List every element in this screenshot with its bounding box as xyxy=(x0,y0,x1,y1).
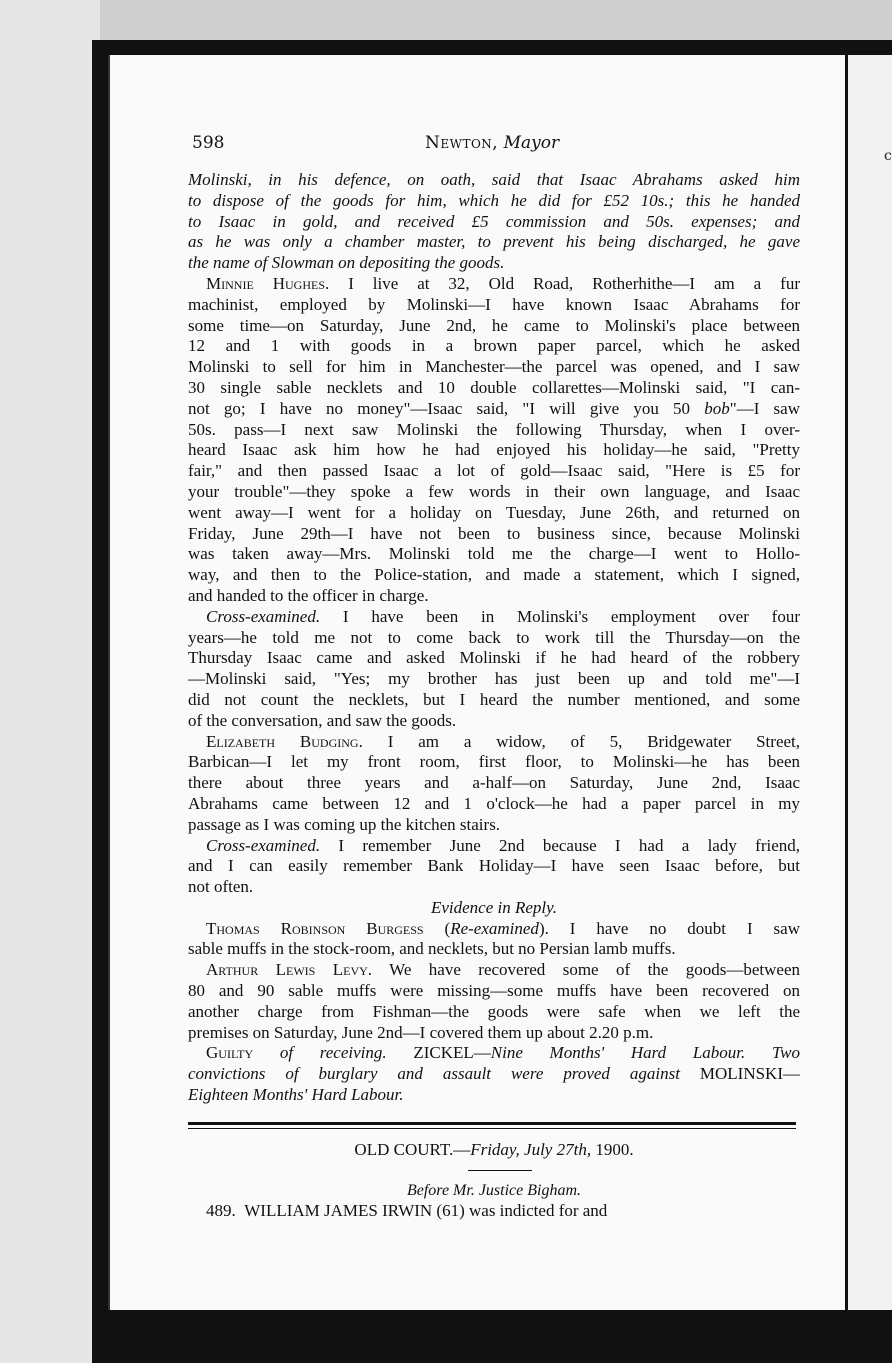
before-judge: Before Mr. Justice Bigham. xyxy=(406,1182,582,1199)
section-rule-thick xyxy=(188,1122,796,1125)
text-line xyxy=(188,461,800,482)
text-line xyxy=(188,981,800,1002)
text-run: "—I saw xyxy=(729,398,800,418)
text-run: MOLINSKI— xyxy=(679,1064,800,1084)
header-name: Newton, xyxy=(425,133,499,153)
page-number: 598 xyxy=(192,133,225,153)
text-line xyxy=(188,919,800,940)
text-line xyxy=(188,565,800,586)
text-run: sable muffs in the stock-room, and necklets, but no Persian lamb muffs. xyxy=(188,939,676,959)
text-run: premises on Saturday, June 2nd—I covered them up about 2.20 p.m. xyxy=(188,1022,654,1042)
text-run: not often. xyxy=(188,877,254,897)
text-run: Re-examined xyxy=(450,918,539,938)
text-line xyxy=(188,420,800,441)
text-run: Molinski to sell for him in Manchester—the parcel was opened, and I saw xyxy=(188,357,800,377)
case-number: 489. xyxy=(206,1201,236,1220)
text-run: —Molinski said, "Yes; my brother has just been up and told me"—I xyxy=(188,669,800,689)
text-line xyxy=(188,815,800,836)
text-line xyxy=(188,336,800,357)
text-line xyxy=(188,399,800,420)
text-run: convictions of burglary and assault were proved against xyxy=(188,1064,680,1084)
case-text: WILLIAM JAMES IRWIN (61) was indicted for and xyxy=(244,1201,608,1220)
text-line xyxy=(188,669,800,690)
text-run: another charge from Fishman—the goods were safe when we left the xyxy=(188,1001,800,1021)
text-line xyxy=(188,1085,800,1106)
next-page-edge xyxy=(848,55,892,1310)
text-line xyxy=(188,607,800,628)
text-run: I am a widow, of 5, Bridgewater Street, xyxy=(362,731,801,751)
text-run: Minnie Hughes. xyxy=(206,273,330,293)
page-body xyxy=(188,170,800,1106)
text-run: Abrahams came between 12 and 1 o'clock—he had a paper parcel in my xyxy=(188,793,800,813)
text-run: 30 single sable necklets and 10 double collarettes—Molinski said, "I can- xyxy=(188,377,800,397)
text-line xyxy=(188,170,800,191)
text-line xyxy=(188,732,800,753)
running-header xyxy=(425,133,559,153)
text-line xyxy=(188,191,800,212)
text-run: Evidence in Reply. xyxy=(430,897,558,917)
text-run: Cross-examined. xyxy=(206,606,321,626)
text-line xyxy=(188,253,800,274)
text-run: years—he told me not to come back to work till the Thursday—on the xyxy=(188,627,800,647)
text-run: fair," and then passed Isaac a lot of gold—Isaac said, "Here is £5 for xyxy=(188,461,800,481)
text-run: way, and then to the Police-station, and made a statement, which I signed, xyxy=(188,565,800,585)
text-line xyxy=(188,794,800,815)
text-line xyxy=(188,1002,800,1023)
text-run: We have recovered some of the goods—between xyxy=(372,960,801,980)
text-run: Arthur Lewis Levy. xyxy=(206,960,373,980)
text-run: ). I have no doubt I saw xyxy=(538,918,800,938)
text-line xyxy=(188,440,800,461)
court-year: 1900. xyxy=(595,1140,634,1159)
text-run: 80 and 90 sable muffs were missing—some muffs have been recovered on xyxy=(188,981,800,1001)
text-run: of the conversation, and saw the goods. xyxy=(188,710,457,730)
text-run: some time—on Saturday, June 2nd, he came to Molinski's place between xyxy=(188,315,800,335)
scan-left-margin xyxy=(0,0,100,1363)
text-line xyxy=(188,586,800,607)
text-line xyxy=(188,1043,800,1064)
text-line xyxy=(188,357,800,378)
text-line xyxy=(188,690,800,711)
text-line xyxy=(188,378,800,399)
text-line xyxy=(188,524,800,545)
text-run: of receiving. xyxy=(253,1043,387,1063)
text-line xyxy=(188,939,800,960)
text-run: your trouble"—they spoke a few words in their own language, and Isaac xyxy=(188,481,800,501)
section-rule-thin xyxy=(188,1128,796,1129)
text-line xyxy=(188,1064,800,1085)
text-run: Eighteen Months' Hard Labour. xyxy=(188,1085,404,1105)
text-line xyxy=(188,752,800,773)
text-line xyxy=(188,316,800,337)
court-date: Friday, July 27th, xyxy=(470,1140,592,1159)
case-line xyxy=(206,1201,796,1221)
court-name: OLD COURT.— xyxy=(354,1140,471,1159)
text-line xyxy=(188,877,800,898)
text-line xyxy=(188,232,800,253)
text-run: as he was only a chamber master, to prevent his being discharged, he gave xyxy=(188,232,800,252)
text-run: Guilty xyxy=(206,1043,254,1063)
text-run: passage as I was coming up the kitchen stairs. xyxy=(188,814,501,834)
text-run: the name of Slowman on depositing the goods. xyxy=(188,253,505,273)
text-run: 12 and 1 with goods in a brown paper parcel, which he asked xyxy=(188,336,800,356)
text-run: I have been in Molinski's employment over four xyxy=(320,606,800,626)
text-line xyxy=(188,212,800,233)
text-run: ZICKEL— xyxy=(386,1043,491,1063)
text-run: and I can easily remember Bank Holiday—I have seen Isaac before, but xyxy=(188,856,800,876)
text-line xyxy=(188,503,800,524)
text-line xyxy=(188,1023,800,1044)
text-line xyxy=(188,544,800,565)
text-run: to dispose of the goods for him, which he did for £52 10s.; this he handed xyxy=(188,190,800,210)
text-run: Cross-examined. xyxy=(206,835,321,855)
text-run: to Isaac in gold, and received £5 commission and 50s. expenses; and xyxy=(188,211,800,231)
text-run: went away—I went for a holiday on Tuesday, June 26th, and returned on xyxy=(188,502,800,522)
text-run: heard Isaac ask him how he had enjoyed his holiday—he said, "Pretty xyxy=(188,440,800,460)
text-run: bob xyxy=(704,398,730,418)
header-title: Mayor xyxy=(503,133,560,153)
court-heading xyxy=(188,1140,800,1160)
short-rule xyxy=(468,1170,532,1171)
text-run: and handed to the officer in charge. xyxy=(188,585,429,605)
text-line xyxy=(188,856,800,877)
text-line xyxy=(188,711,800,732)
text-line xyxy=(188,482,800,503)
next-page-fragment: c xyxy=(884,148,892,164)
text-run: Thursday Isaac came and asked Molinski if he had heard of the robbery xyxy=(188,648,800,668)
text-run: I remember June 2nd because I had a lady friend, xyxy=(320,835,800,855)
text-line xyxy=(188,898,800,919)
text-run: there about three years and a-half—on Saturday, June 2nd, Isaac xyxy=(188,773,800,793)
text-line xyxy=(188,960,800,981)
text-run: did not count the necklets, but I heard the number mentioned, and some xyxy=(188,689,800,709)
text-line xyxy=(188,628,800,649)
text-line xyxy=(188,274,800,295)
text-run: was taken away—Mrs. Molinski told me the charge—I went to Hollo- xyxy=(188,544,800,564)
scan-top-border xyxy=(0,0,892,40)
text-run: Nine Months' Hard Labour. Two xyxy=(490,1043,800,1063)
text-run: Molinski, in his defence, on oath, said that Isaac Abrahams asked him xyxy=(188,170,800,189)
text-line xyxy=(188,648,800,669)
text-line xyxy=(188,836,800,857)
text-run: Friday, June 29th—I have not been to business since, because Molinski xyxy=(188,523,800,543)
text-run: Barbican—I let my front room, first floor, to Molinski—he has been xyxy=(188,752,800,772)
text-run: 50s. pass—I next saw Molinski the following Thursday, when I over- xyxy=(188,419,800,439)
text-run: Thomas Robinson Burgess xyxy=(206,918,424,938)
text-line xyxy=(188,773,800,794)
text-run: Elizabeth Budging. xyxy=(206,731,363,751)
text-run: not go; I have no money"—Isaac said, "I will give you 50 xyxy=(188,398,705,418)
text-run: ( xyxy=(423,918,451,938)
text-run: machinist, employed by Molinski—I have known Isaac Abrahams for xyxy=(188,294,800,314)
text-line xyxy=(188,295,800,316)
text-run: I live at 32, Old Road, Rotherhithe—I am a fur xyxy=(329,273,800,293)
